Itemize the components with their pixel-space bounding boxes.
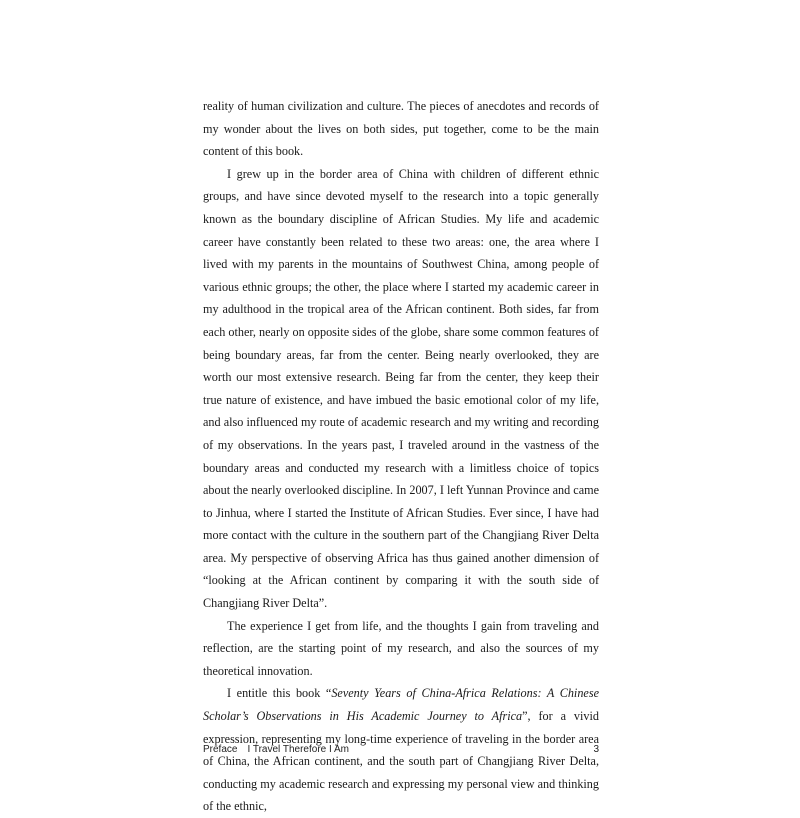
footer-chapter-title: I Travel Therefore I Am (247, 744, 349, 755)
page-number: 3 (593, 744, 599, 755)
paragraph-4-rest: ”, for a vivid expression, representing my long-time experience of traveling in the border area of China, the African continent, and the south part of Changjiang River Delta, conducting my academic research and expressing my personal view and thinking of the ethnic, (203, 709, 599, 814)
footer-running-title (203, 744, 349, 755)
footer-section: Preface (203, 744, 238, 755)
page-footer (203, 744, 599, 755)
paragraph-4-lead: I entitle this book “ (227, 686, 332, 701)
paragraph-2: I grew up in the border area of China with children of different ethnic groups, and have since devoted myself to the research into a topic generally known as the boundary discipline of African Studies. My life and academic career have constantly been related to these two areas: one, the area where I lived with my parents in the mountains of Southwest China, among people of various ethnic groups; the other, the place where I started my academic career in my adulthood in the tropical area of the African continent. Both sides, far from each other, nearly on opposite sides of the globe, share some common features of being boundary areas, far from the center. Being nearly overlooked, they are worth our most extensive research. Being far from the center, they keep their true nature of existence, and have imbued the basic emotional color of my life, and also influenced my route of academic research and my writing and recording of my observations. In the years past, I traveled around in the vastness of the boundary areas and conducted my research with a limitless choice of topics about the nearly overlooked discipline. In 2007, I left Yunnan Province and came to Jinhua, where I started the Institute of African Studies. Ever since, I have had more contact with the culture in the southern part of the Changjiang River Delta area. My perspective of observing Africa has thus gained another dimension of “looking at the African continent by comparing it with the south side of Changjiang River Delta”. (203, 166, 599, 611)
book-title: Seventy Years of China-Africa Relations: A Chinese Scholar’s Observations in His Academic Journey to Africa (203, 686, 599, 724)
paragraph-1: reality of human civilization and culture. The pieces of anecdotes and records of my wonder about the lives on both sides, put together, come to be the main content of this book. (203, 99, 599, 159)
paragraph-3: The experience I get from life, and the thoughts I gain from traveling and reflection, are the starting point of my research, and also the sources of my theoretical innovation. (203, 618, 599, 678)
body-text (203, 95, 599, 818)
